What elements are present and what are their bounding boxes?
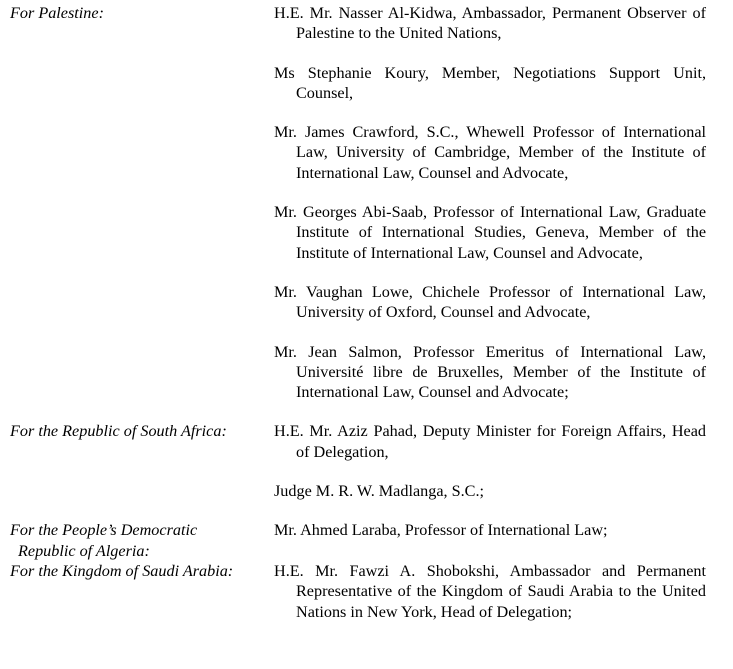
member-entry: H.E. Mr. Nasser Al-Kidwa, Ambassador, Permanent Observer of Palestine to the United Nations,	[274, 4, 706, 43]
member-entry: Mr. Jean Salmon, Professor Emeritus of International Law, Université libre de Bruxelles, Member of the Institute of International Law, Counsel and Advocate;	[274, 342, 706, 402]
member-entry: Mr. Georges Abi-Saab, Professor of International Law, Graduate Institute of International Studies, Geneva, Member of the Institute of International Law, Counsel and Advocate,	[274, 203, 706, 262]
party-name-line: For the Republic of South Africa:	[10, 422, 227, 441]
member-entry: Mr. Ahmed Laraba, Professor of International Law;	[274, 521, 608, 540]
member-list	[274, 3, 706, 421]
member-entry: H.E. Mr. Aziz Pahad, Deputy Minister for Foreign Affairs, Head of Delegation,	[274, 422, 706, 461]
party-name-line: Republic of Algeria:	[18, 541, 150, 560]
member-entry: Judge M. R. W. Madlanga, S.C.;	[274, 482, 484, 501]
member-entry: Ms Stephanie Koury, Member, Negotiations Support Unit, Counsel,	[274, 63, 706, 102]
party-name-line: For the Kingdom of Saudi Arabia:	[10, 561, 234, 580]
member-list	[274, 421, 706, 520]
member-entry: H.E. Mr. Fawzi A. Shobokshi, Ambassador and Permanent Representative of the Kingdom of Saudi Arabia to the United Nations in New York, Head of Delegation;	[274, 561, 706, 621]
member-entry: Mr. James Crawford, S.C., Whewell Professor of International Law, University of Cambridge, Member of the Institute of International Law, Counsel and Advocate,	[274, 123, 706, 182]
party-name	[0, 561, 274, 642]
party-name	[0, 3, 274, 421]
party-name-line: For Palestine:	[10, 4, 104, 22]
delegation-saudi-arabia	[0, 561, 733, 642]
party-name-line: For the People’s Democratic	[10, 521, 198, 540]
delegation-south-africa	[0, 421, 733, 520]
delegation-palestine	[0, 3, 733, 421]
party-name	[0, 421, 274, 520]
member-list	[274, 520, 706, 561]
member-list	[274, 561, 706, 642]
member-entry: Mr. Vaughan Lowe, Chichele Professor of International Law, University of Oxford, Counsel and Advocate,	[274, 282, 706, 322]
party-name	[0, 520, 274, 561]
delegation-algeria	[0, 520, 733, 561]
